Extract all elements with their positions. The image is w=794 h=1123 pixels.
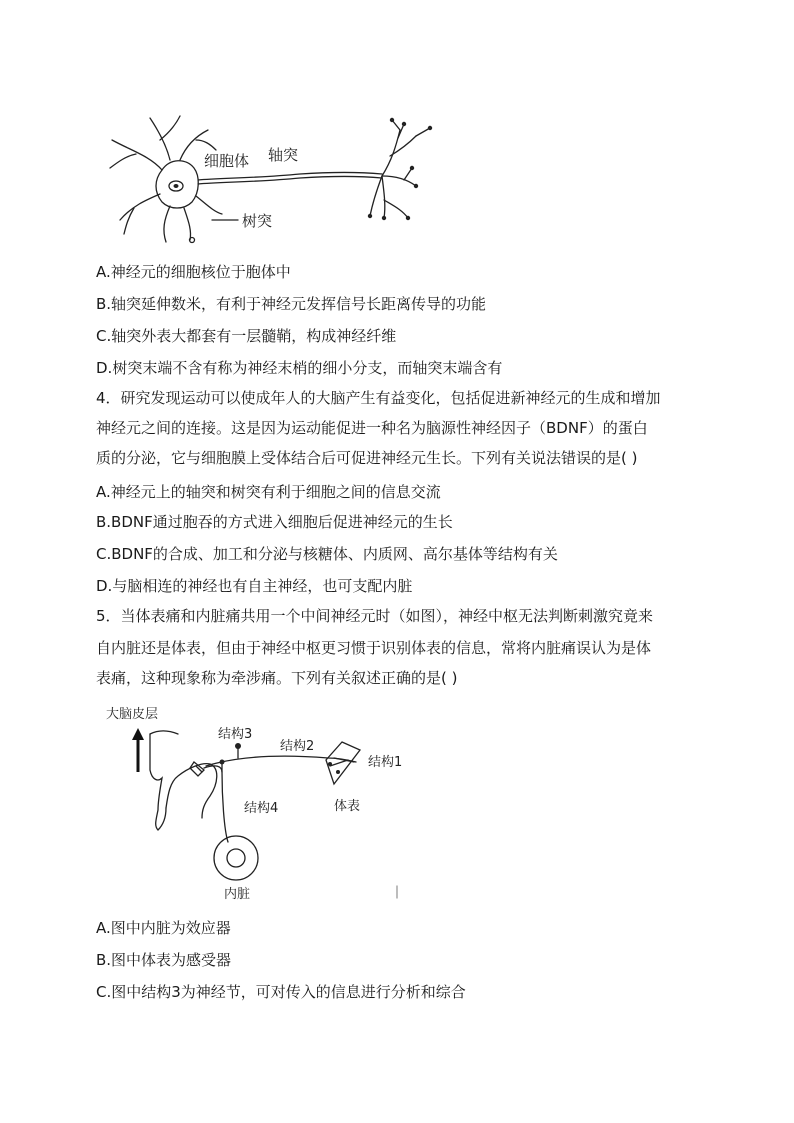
q4-option-b: B.BDNF通过胞吞的方式进入细胞后促进神经元的生长 xyxy=(96,513,453,531)
structure2-label: 结构2 xyxy=(280,739,315,754)
q4-stem-line-3: 质的分泌，它与细胞膜上受体结合后可促进神经元生长。下列有关说法错误的是( ) xyxy=(96,449,638,467)
dendrite-label: 树突 xyxy=(242,212,273,230)
structure1-label: 结构1 xyxy=(368,755,403,770)
q5-stem-line-2: 自内脏还是体表，但由于神经中枢更习惯于识别体表的信息，常将内脏痛误认为是体 xyxy=(96,639,652,657)
referred-pain-figure xyxy=(98,700,418,900)
q3-option-c: C.轴突外表大都套有一层髓鞘，构成神经纤维 xyxy=(96,327,397,345)
q4-option-a: A.神经元上的轴突和树突有利于细胞之间的信息交流 xyxy=(96,483,441,501)
q4-stem-line-1: 4．研究发现运动可以使成年人的大脑产生有益变化，包括促进新神经元的生成和增加 xyxy=(96,389,661,407)
q5-stem-line-1: 5．当体表痛和内脏痛共用一个中间神经元时（如图），神经中枢无法判断刺激究竟来 xyxy=(96,607,654,625)
viscera-label: 内脏 xyxy=(224,887,251,902)
neuron-diagram xyxy=(100,110,440,250)
cortex-label: 大脑皮层 xyxy=(106,707,159,722)
q5-option-c: C.图中结构3为神经节，可对传入的信息进行分析和综合 xyxy=(96,983,466,1001)
q3-option-a: A.神经元的细胞核位于胞体中 xyxy=(96,263,291,281)
body-surface-label: 体表 xyxy=(334,799,361,814)
q4-option-d: D.与脑相连的神经也有自主神经，也可支配内脏 xyxy=(96,577,413,595)
q3-option-b: B.轴突延伸数米，有利于神经元发挥信号长距离传导的功能 xyxy=(96,295,487,313)
q5-option-b: B.图中体表为感受器 xyxy=(96,951,232,969)
q3-option-d: D.树突末端不含有称为神经末梢的细小分支，而轴突末端含有 xyxy=(96,359,503,377)
q5-option-a: A.图中内脏为效应器 xyxy=(96,919,231,937)
referred-pain-diagram xyxy=(98,700,418,900)
cell-body-label: 细胞体 xyxy=(204,152,250,170)
q4-stem-line-2: 神经元之间的连接。这是因为运动能促进一种名为脑源性神经因子（BDNF）的蛋白 xyxy=(96,419,648,437)
q5-stem-line-3: 表痛，这种现象称为牵涉痛。下列有关叙述正确的是( ) xyxy=(96,669,458,687)
up-arrow-icon xyxy=(132,728,144,772)
neuron-figure xyxy=(100,110,440,250)
q4-option-c: C.BDNF的合成、加工和分泌与核糖体、内质网、高尔基体等结构有关 xyxy=(96,545,558,563)
axon-label: 轴突 xyxy=(268,146,299,164)
structure4-label: 结构4 xyxy=(244,801,279,816)
structure3-label: 结构3 xyxy=(218,727,253,742)
